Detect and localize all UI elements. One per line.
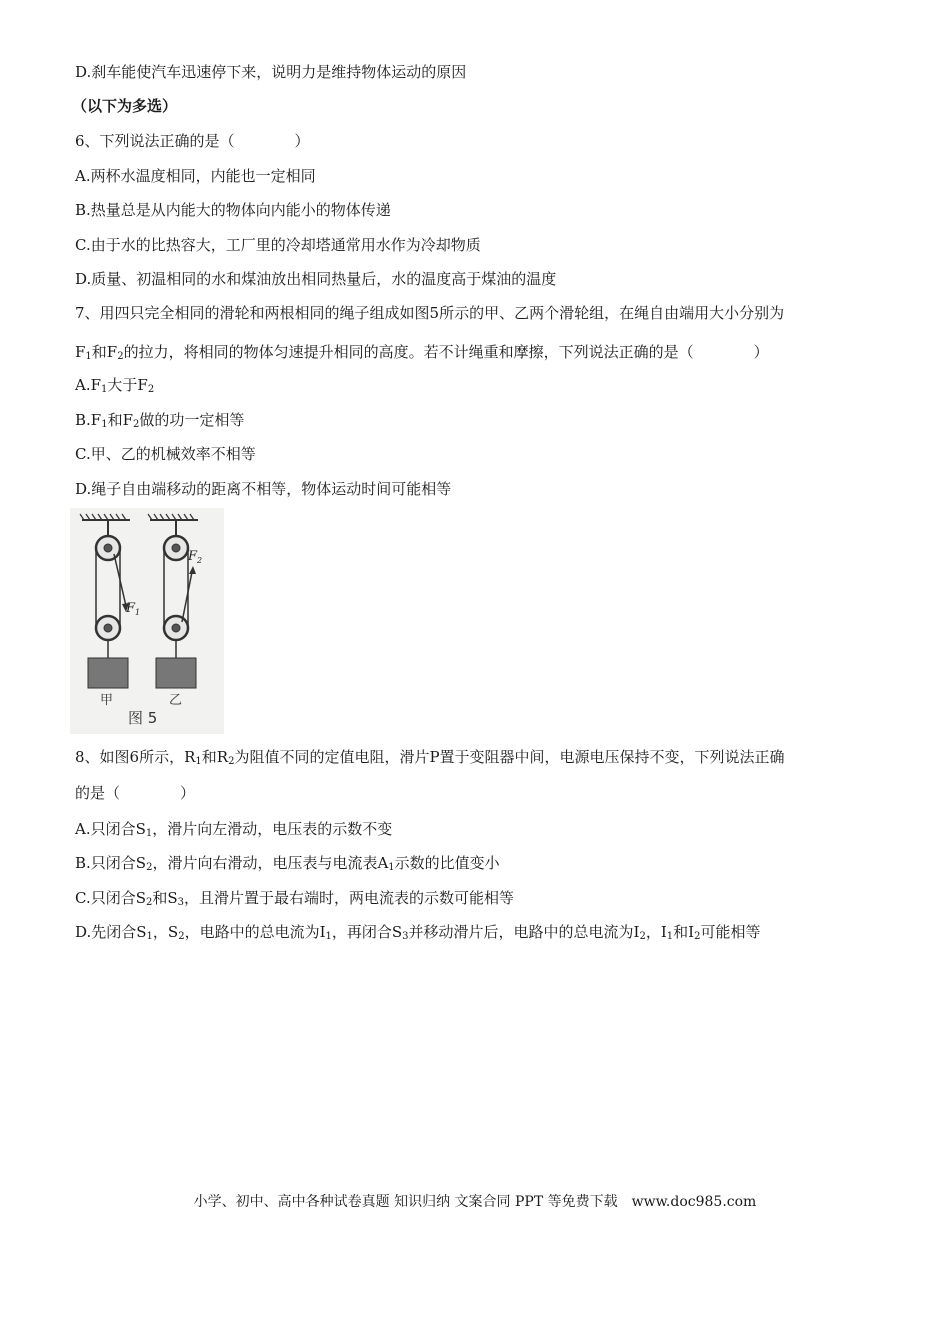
label-f2: $F_2$: [188, 549, 203, 565]
q6-stem: 6、下列说法正确的是（ ）: [75, 132, 310, 150]
q8-stem-line1: 8、如图6所示，$R_1$和$R_2$为阻值不同的定值电阻，滑片P置于变阻器中间，电源电压保持不变，下列说法正确: [75, 748, 785, 767]
ceiling-right: [148, 514, 198, 520]
q6-option-a: A.两杯水温度相同，内能也一定相同: [75, 167, 316, 185]
q7-option-c: C.甲、乙的机械效率不相等: [75, 445, 256, 463]
figure-caption: 图 5: [128, 709, 158, 727]
q7-stem-line1: 7、用四只完全相同的滑轮和两根相同的绳子组成如图5所示的甲、乙两个滑轮组，在绳自由端用大小分别为: [75, 304, 785, 322]
q8-option-a: A.只闭合$S_1$，滑片向左滑动，电压表的示数不变: [75, 820, 393, 839]
q8-stem-line2: 的是（ ）: [75, 784, 196, 802]
label-jia: 甲: [100, 693, 114, 708]
multi-choice-heading: （以下为多选）: [72, 97, 178, 115]
q6-option-c: C.由于水的比热容大，工厂里的冷却塔通常用水作为冷却物质: [75, 236, 481, 254]
q7-option-a: $A.F_1$大于$F_2$: [75, 376, 155, 395]
q8-option-c: C.只闭合$S_2$和$S_3$，且滑片置于最右端时，两电流表的示数可能相等: [75, 889, 515, 908]
pulley-figure: [70, 508, 224, 734]
pulley-system-jia: [88, 520, 129, 688]
q5-option-d: D.刹车能使汽车迅速停下来，说明力是维持物体运动的原因: [75, 63, 467, 81]
pulley-system-yi: [156, 520, 196, 688]
q6-option-b: B.热量总是从内能大的物体向内能小的物体传递: [75, 201, 391, 219]
q6-option-d: D.质量、初温相同的水和煤油放出相同热量后，水的温度高于煤油的温度: [75, 270, 557, 288]
page-footer: 小学、初中、高中各种试卷真题 知识归纳 文案合同 PPT 等免费下载 www.doc985.com: [193, 1194, 757, 1210]
ceiling-left: [80, 514, 130, 520]
q7-option-d: D.绳子自由端移动的距离不相等，物体运动时间可能相等: [75, 480, 452, 498]
q7-option-b: $B.F_1$和$F_2$做的功一定相等: [75, 411, 245, 430]
label-yi: 乙: [169, 693, 183, 708]
pulley-diagram: [70, 508, 224, 734]
q8-option-d: D.先闭合$S_1$，$S_2$，电路中的总电流为$I_1$，再闭合$S_3$并移动滑片后，电路中的总电流为$I_2$，$I_1$和$I_2$可能相等: [75, 923, 761, 942]
q7-stem-line2: $F_1$和$F_2$的拉力，将相同的物体匀速提升相同的高度。若不计绳重和摩擦，下列说法正确的是（ ）: [75, 343, 769, 362]
q8-option-b: B.只闭合$S_2$，滑片向右滑动，电压表与电流表$A_1$示数的比值变小: [75, 854, 500, 873]
label-f1: $F_1$: [126, 601, 141, 617]
